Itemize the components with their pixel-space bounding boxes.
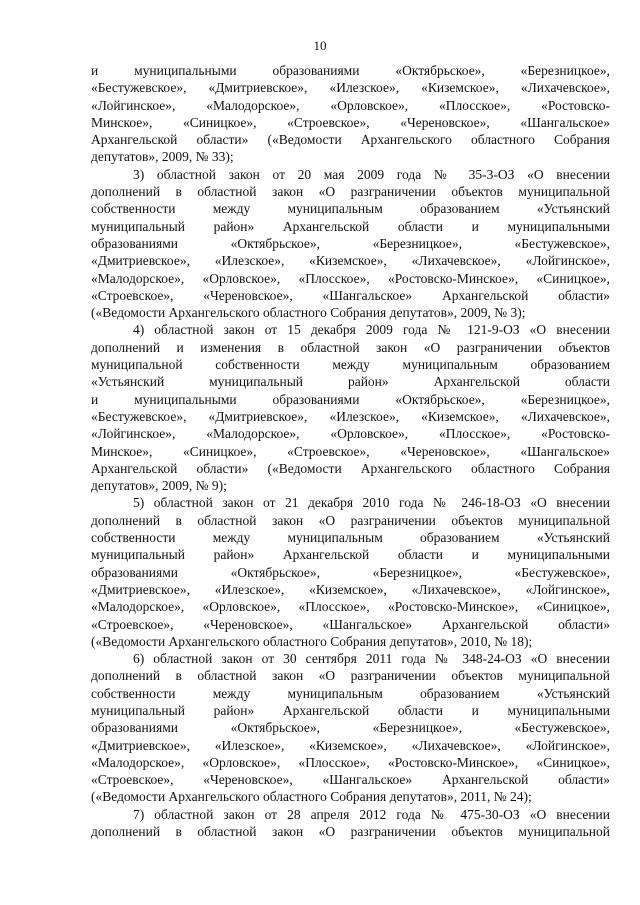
text-line: собственности между муниципальным образованием «Устьянский [91,530,610,546]
page-number: 10 [313,38,327,53]
text-line: муниципальной собственности между муниципальным образованием [91,357,610,373]
text-line: собственности между муниципальным образованием «Устьянский [91,201,610,217]
document-body [91,62,610,840]
text-line: муниципальный район» Архангельской области и муниципальными [91,547,610,563]
text-line: «Дмитриевское», «Илезское», «Киземское», «Лихачевское», «Лойгинское», [91,253,610,269]
text-line: дополнений в областной закон «О разграничении объектов муниципальной [91,668,610,684]
text-line: 7) областной закон от 28 апреля 2012 года № 475-30-ОЗ «О внесении [133,806,610,822]
text-line: Архангельской области» («Ведомости Архангельского областного Собрания [91,132,610,148]
text-line: «Строевское», «Череновское», «Шангальское» Архангельской области» [91,772,610,788]
text-line: собственности между муниципальным образованием «Устьянский [91,685,610,701]
text-line: дополнений в областной закон «О разграничении объектов муниципальной [91,824,610,840]
text-line: муниципальный район» Архангельской области и муниципальными [91,218,610,234]
text-line: («Ведомости Архангельского областного Собрания депутатов», 2010, № 18); [91,633,533,649]
text-line: «Лойгинское», «Малодорское», «Орловское», «Плосское», «Ростовско- [91,426,610,442]
text-line: «Дмитриевское», «Илезское», «Киземское», «Лихачевское», «Лойгинское», [91,737,610,753]
text-line: дополнений в областной закон «О разграничении объектов муниципальной [91,512,610,528]
text-line: 6) областной закон от 30 сентября 2011 года № 348-24-ОЗ «О внесении [133,651,610,667]
text-line: дополнений и изменения в областной закон «О разграничении объектов [91,339,610,355]
text-line: Архангельской области» («Ведомости Архангельского областного Собрания [91,460,610,476]
text-line: Минское», «Синицкое», «Строевское», «Череновское», «Шангальское» [91,114,610,130]
text-line: «Малодорское», «Орловское», «Плосское», «Ростовско-Минское», «Синицкое», [91,270,610,286]
text-line: «Бестужевское», «Дмитриевское», «Илезское», «Киземское», «Лихачевское», [91,80,610,96]
text-line: «Строевское», «Череновское», «Шангальское» Архангельской области» [91,287,610,303]
text-line: «Дмитриевское», «Илезское», «Киземское», «Лихачевское», «Лойгинское», [91,581,610,597]
text-line: образованиями «Октябрьское», «Березницкое», «Бестужевское», [91,564,610,580]
text-line: и муниципальными образованиями «Октябрьское», «Березницкое», [91,63,610,78]
text-line: «Устьянский муниципальный район» Архангельской области [91,374,610,390]
text-line: «Лойгинское», «Малодорское», «Орловское», «Плосское», «Ростовско- [91,97,610,113]
text-line: «Строевское», «Череновское», «Шангальское» Архангельской области» [91,616,610,632]
text-line: образованиями «Октябрьское», «Березницкое», «Бестужевское», [91,720,610,736]
text-line: «Малодорское», «Орловское», «Плосское», «Ростовско-Минское», «Синицкое», [91,754,610,770]
text-line: «Бестужевское», «Дмитриевское», «Илезское», «Киземское», «Лихачевское», [91,408,610,424]
text-line: депутатов», 2009, № 33); [91,149,234,165]
text-line: Минское», «Синицкое», «Строевское», «Череновское», «Шангальское» [91,443,610,459]
text-line: 5) областной закон от 21 декабря 2010 года № 246-18-ОЗ «О внесении [133,495,610,511]
text-line: муниципальный район» Архангельской области и муниципальными [91,702,610,718]
text-line: депутатов», 2009, № 9); [91,478,227,494]
text-line: дополнений в областной закон «О разграничении объектов муниципальной [91,184,610,200]
text-line: 3) областной закон от 20 мая 2009 года № 35-3-ОЗ «О внесении [133,166,610,182]
text-line: 4) областной закон от 15 декабря 2009 года № 121-9-ОЗ «О внесении [133,322,610,338]
text-line: «Малодорское», «Орловское», «Плосское», «Ростовско-Минское», «Синицкое», [91,599,610,615]
text-line: и муниципальными образованиями «Октябрьское», «Березницкое», [91,391,610,407]
text-line: («Ведомости Архангельского областного Собрания депутатов», 2009, № 3); [91,305,526,321]
text-line: («Ведомости Архангельского областного Собрания депутатов», 2011, № 24); [91,789,532,805]
text-line: образованиями «Октябрьское», «Березницкое», «Бестужевское», [91,235,610,251]
